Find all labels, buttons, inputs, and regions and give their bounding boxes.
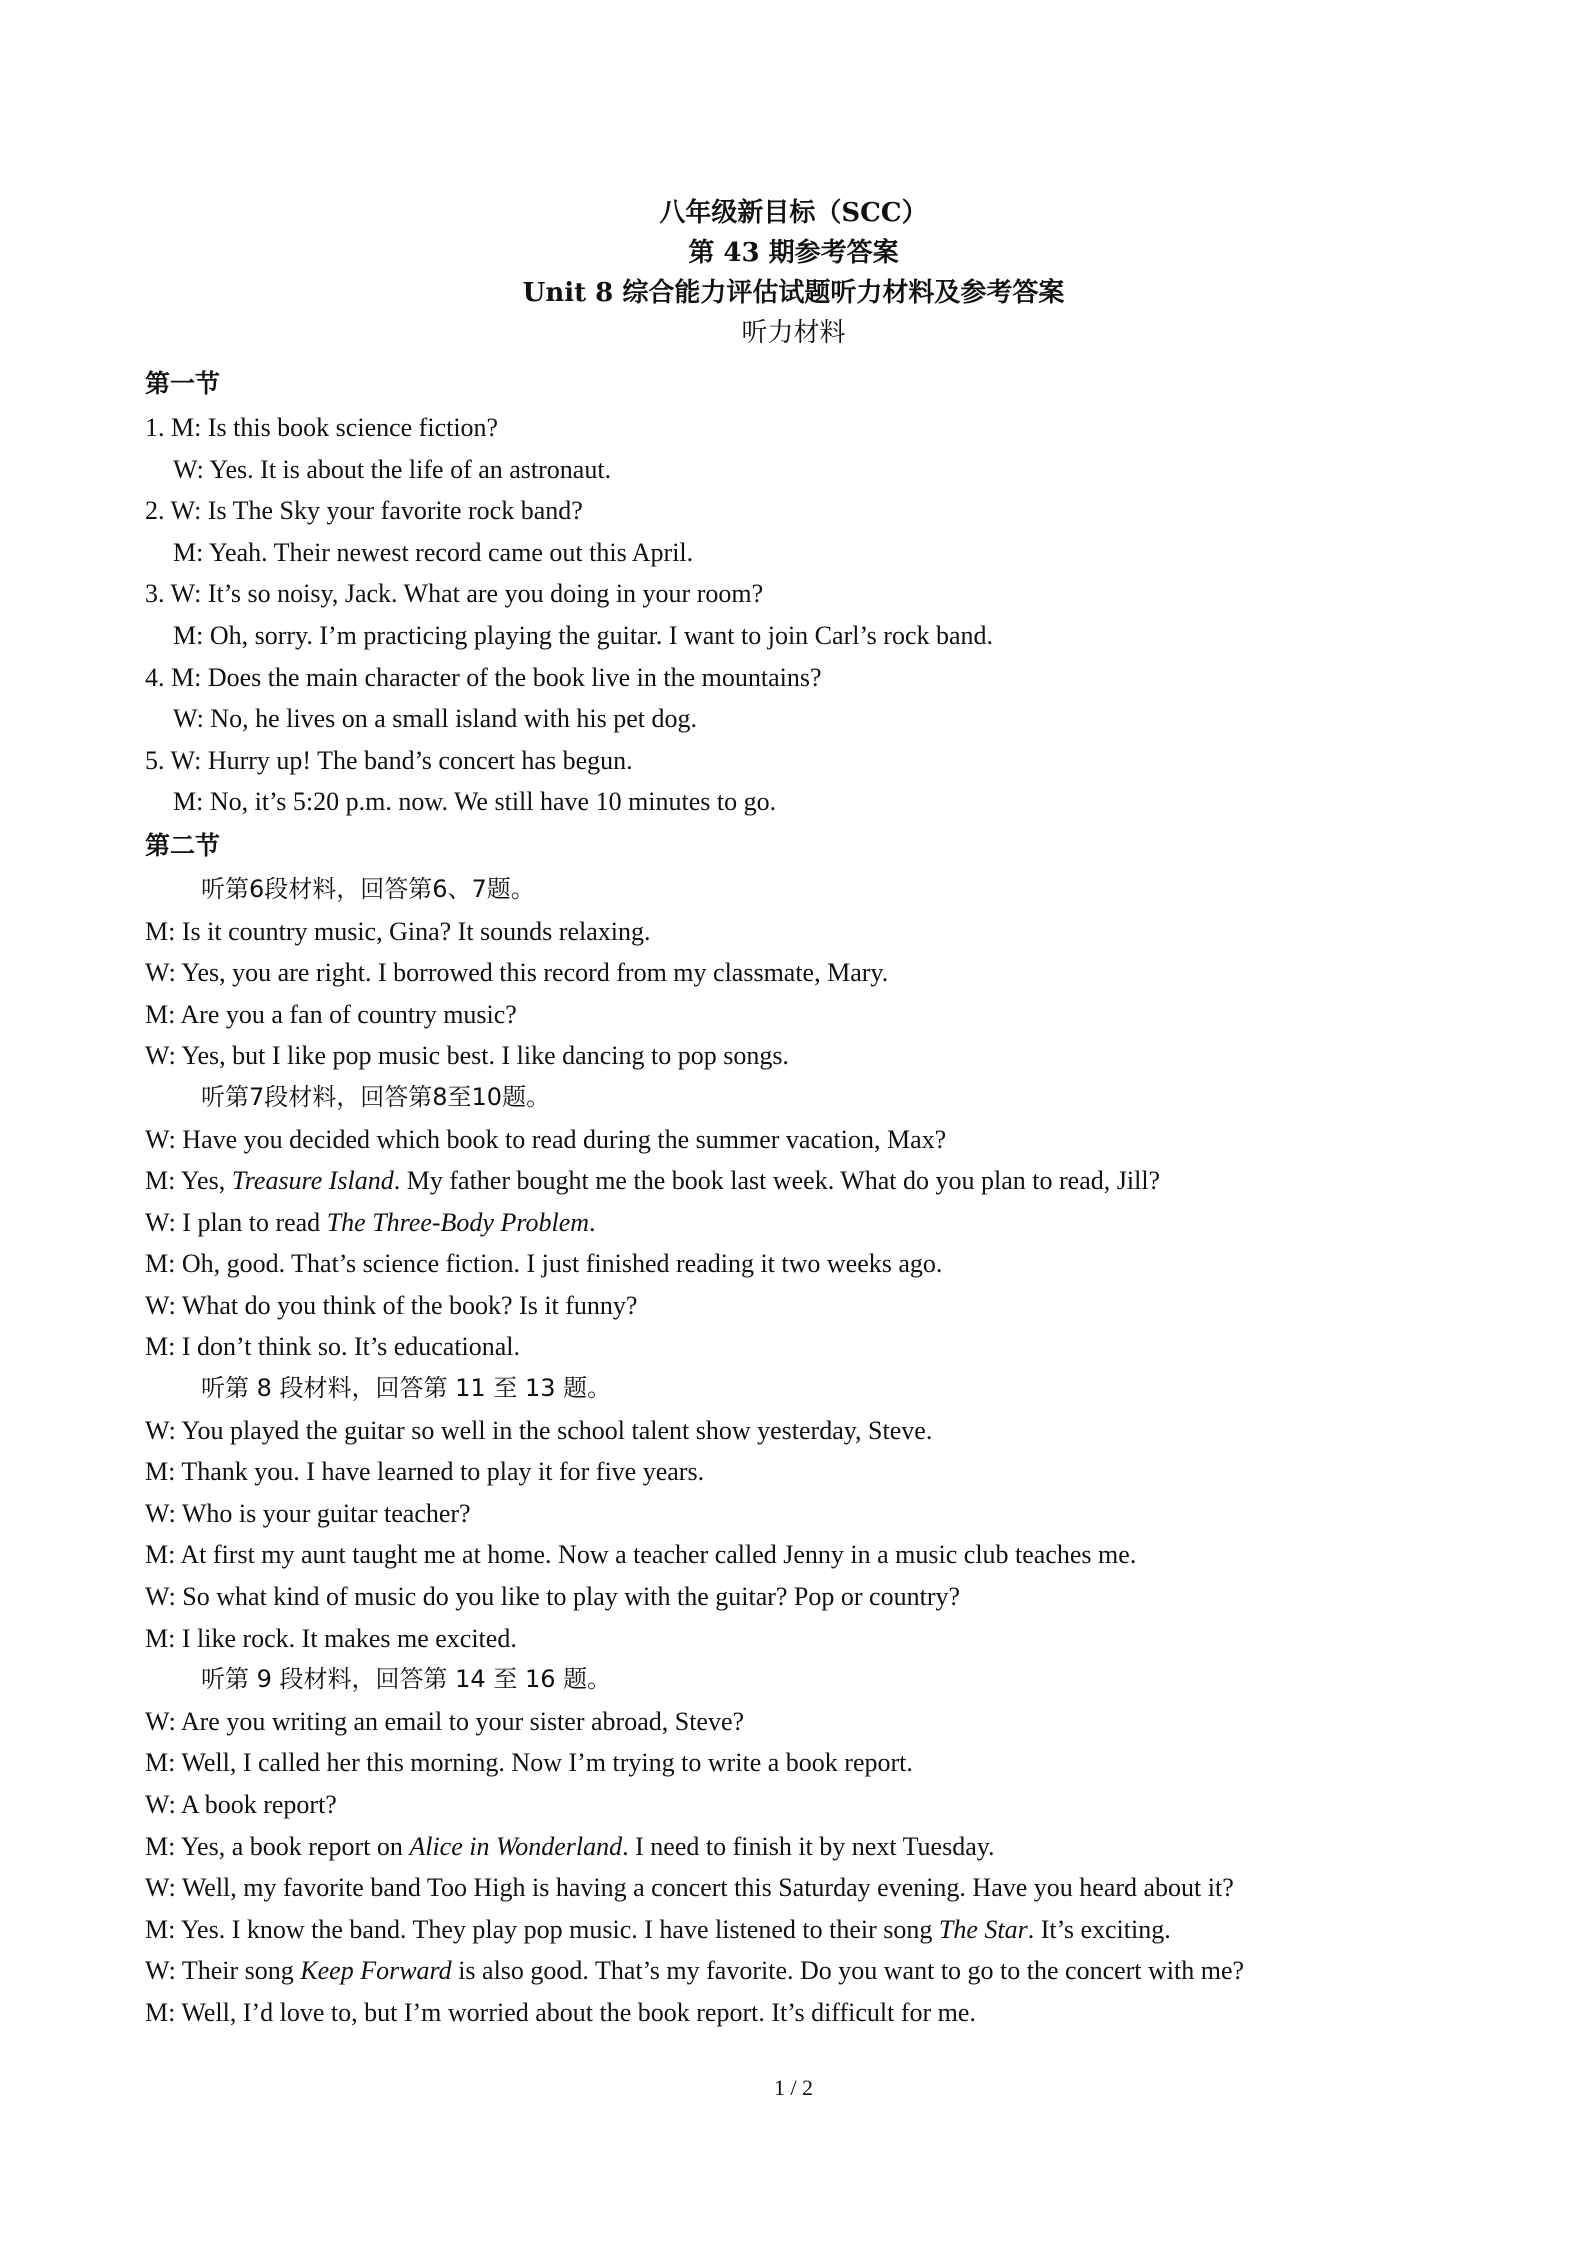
instruction-line: 听第7段材料，回答第8至10题。 — [201, 1082, 551, 1111]
book-title: Alice in Wonderland — [409, 1831, 623, 1861]
dialogue-text: . My father bought me the book last week. What do you plan to read, Jill? — [393, 1166, 1161, 1196]
book-title: Treasure Island — [231, 1166, 394, 1196]
dialogue-text: M: Yes, a book report on — [145, 1831, 410, 1861]
dialogue-line: M: Well, I called her this morning. Now I’m trying to write a book report. — [145, 1748, 913, 1778]
section-title: 听力材料 — [741, 318, 846, 348]
dialogue-line: M: Thank you. I have learned to play it for five years. — [145, 1457, 705, 1487]
dialogue-line — [145, 1950, 1445, 1992]
dialogue-line — [145, 1160, 1445, 1202]
dialogue-line: W: No, he lives on a small island with his pet dog. — [173, 704, 698, 734]
page-number: 1 / 2 — [773, 2075, 814, 2100]
dialogue-line — [145, 1826, 1445, 1868]
dialogue-line: W: Yes, you are right. I borrowed this record from my classmate, Mary. — [145, 958, 889, 988]
publication-title: 八年级新目标（SCC） — [659, 198, 928, 228]
dialogue-line: M: I don’t think so. It’s educational. — [145, 1332, 521, 1362]
section-heading-2: 第二节 — [145, 830, 221, 860]
song-title: Keep Forward — [300, 1956, 452, 1986]
dialogue-line: W: You played the guitar so well in the school talent show yesterday, Steve. — [145, 1415, 933, 1445]
dialogue-text: is also good. That’s my favorite. Do you want to go to the concert with me? — [451, 1956, 1245, 1986]
dialogue-text: . — [589, 1207, 596, 1237]
dialogue-line — [145, 1909, 1445, 1951]
dialogue-text: W: Their song — [145, 1956, 301, 1986]
book-title: The Three-Body Problem — [326, 1207, 590, 1237]
dialogue-line: M: No, it’s 5:20 p.m. now. We still have 10 minutes to go. — [173, 787, 777, 817]
dialogue-line: W: Well, my favorite band Too High is having a concert this Saturday evening. Have you heard about it? — [145, 1873, 1234, 1903]
dialogue-line: M: Well, I’d love to, but I’m worried about the book report. It’s difficult for me. — [145, 1997, 976, 2027]
dialogue-line: W: So what kind of music do you like to play with the guitar? Pop or country? — [145, 1582, 961, 1612]
dialogue-line — [145, 1202, 1445, 1244]
instruction-line: 听第6段材料，回答第6、7题。 — [201, 874, 535, 903]
dialogue-line: 2. W: Is The Sky your favorite rock band? — [145, 496, 583, 526]
dialogue-line: M: Oh, sorry. I’m practicing playing the guitar. I want to join Carl’s rock band. — [173, 620, 994, 650]
dialogue-text: M: Yes, — [145, 1166, 232, 1196]
dialogue-line: M: At first my aunt taught me at home. Now a teacher called Jenny in a music club teaches me. — [145, 1540, 1137, 1570]
dialogue-line: M: I like rock. It makes me excited. — [145, 1623, 517, 1653]
document-header — [0, 193, 1587, 353]
dialogue-text: W: I plan to read — [145, 1207, 327, 1237]
section-heading-1: 第一节 — [145, 369, 221, 398]
dialogue-line: M: Are you a fan of country music? — [145, 999, 517, 1029]
dialogue-text: . It’s exciting. — [1027, 1914, 1171, 1944]
dialogue-text: M: Yes. I know the band. They play pop music. I have listened to their song — [145, 1914, 939, 1944]
dialogue-line: M: Oh, good. That’s science fiction. I just finished reading it two weeks ago. — [145, 1249, 943, 1279]
song-title: The Star — [938, 1914, 1028, 1944]
dialogue-line: 5. W: Hurry up! The band’s concert has begun. — [145, 745, 633, 775]
dialogue-line: W: Yes. It is about the life of an astronaut. — [173, 454, 612, 484]
dialogue-line: M: Yeah. Their newest record came out this April. — [173, 537, 694, 567]
dialogue-line: W: Have you decided which book to read during the summer vacation, Max? — [145, 1124, 947, 1154]
dialogue-line: W: A book report? — [145, 1790, 337, 1819]
dialogue-text: . I need to finish it by next Tuesday. — [622, 1831, 995, 1861]
dialogue-line: W: Yes, but I like pop music best. I like dancing to pop songs. — [145, 1041, 789, 1071]
dialogue-line: 1. M: Is this book science fiction? — [145, 413, 499, 442]
dialogue-line: W: Who is your guitar teacher? — [145, 1498, 471, 1528]
dialogue-line: 4. M: Does the main character of the book live in the mountains? — [145, 662, 822, 692]
issue-title: 第 43 期参考答案 — [688, 238, 899, 268]
dialogue-line: W: What do you think of the book? Is it funny? — [145, 1290, 638, 1320]
unit-title: Unit 8 综合能力评估试题听力材料及参考答案 — [522, 278, 1065, 308]
listening-material — [145, 361, 1445, 2034]
dialogue-line: W: Are you writing an email to your sister abroad, Steve? — [145, 1706, 745, 1736]
dialogue-line: M: Is it country music, Gina? It sounds relaxing. — [145, 916, 651, 946]
instruction-line: 听第 8 段材料，回答第 11 至 13 题。 — [201, 1374, 612, 1403]
dialogue-line: 3. W: It’s so noisy, Jack. What are you doing in your room? — [145, 579, 764, 609]
instruction-line: 听第 9 段材料，回答第 14 至 16 题。 — [201, 1665, 612, 1694]
